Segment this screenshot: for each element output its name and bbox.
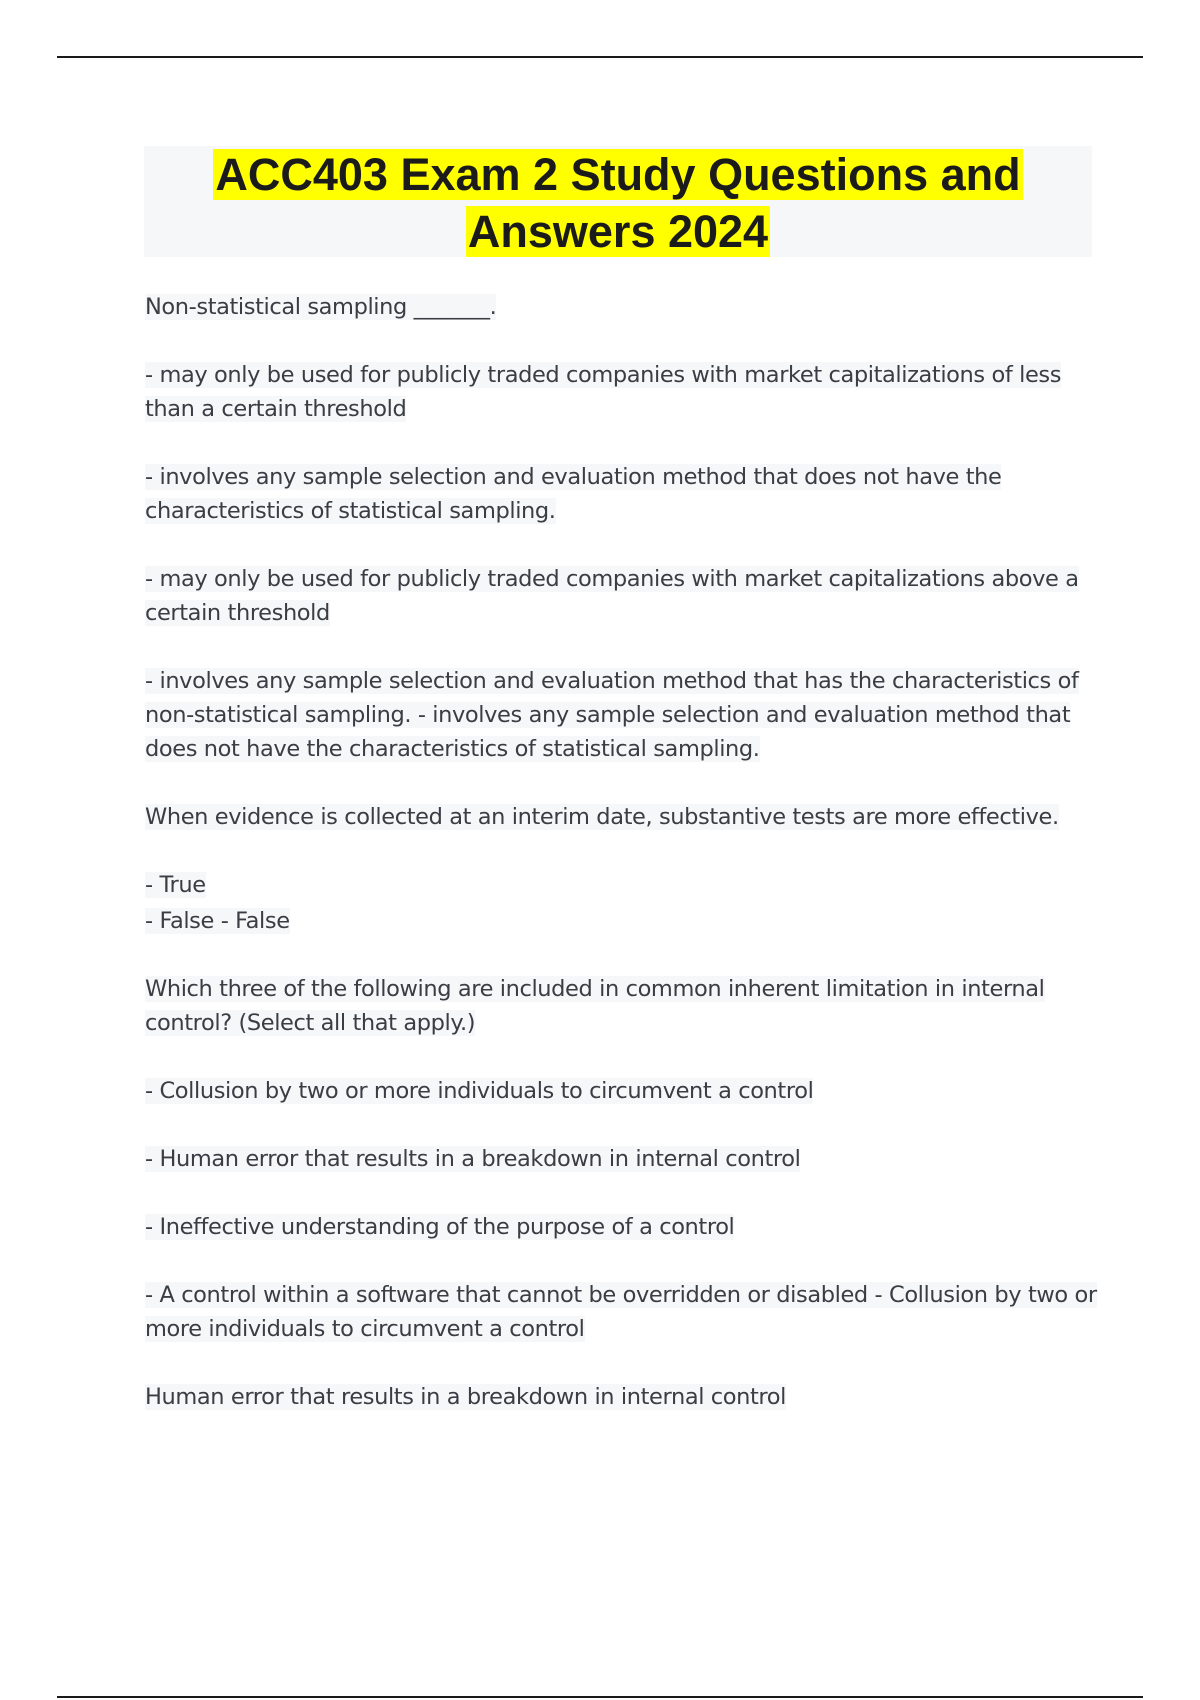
option-3a: - Collusion by two or more individuals to circumvent a control — [145, 1078, 814, 1104]
title-box — [144, 146, 1092, 257]
bottom-rule — [57, 1696, 1143, 1698]
top-rule — [57, 56, 1143, 58]
answer-3-continued: Human error that results in a breakdown in internal control — [145, 1384, 786, 1410]
question-2: When evidence is collected at an interim date, substantive tests are more effective. — [145, 804, 1059, 830]
document-title — [144, 146, 1092, 260]
option-2b-answer: - False - False — [145, 908, 290, 934]
option-3c: - Ineffective understanding of the purpose of a control — [145, 1214, 735, 1240]
option-3b: - Human error that results in a breakdown in internal control — [145, 1146, 801, 1172]
question-1: Non-statistical sampling _______. — [145, 294, 497, 320]
title-line-2: Answers 2024 — [467, 206, 769, 257]
option-2a: - True — [145, 872, 206, 898]
title-line-1: ACC403 Exam 2 Study Questions and — [215, 149, 1021, 200]
option-3d-answer: - A control within a software that cannot be overridden or disabled - Collusion by two or more individuals to circumvent a control — [145, 1282, 1097, 1342]
question-3: Which three of the following are included in common inherent limitation in internal control? (Select all that apply.) — [145, 976, 1045, 1036]
option-1d-answer: - involves any sample selection and evaluation method that has the characteristics of non-statistical sampling. - involves any sample selection and evaluation method that does not have the characteristics of statistical sampling. — [145, 668, 1079, 762]
option-1b: - involves any sample selection and evaluation method that does not have the characteristics of statistical sampling. — [145, 464, 1002, 524]
option-1a: - may only be used for publicly traded companies with market capitalizations of less than a certain threshold — [145, 362, 1062, 422]
document-body — [145, 290, 1105, 1448]
option-1c: - may only be used for publicly traded companies with market capitalizations above a certain threshold — [145, 566, 1079, 626]
